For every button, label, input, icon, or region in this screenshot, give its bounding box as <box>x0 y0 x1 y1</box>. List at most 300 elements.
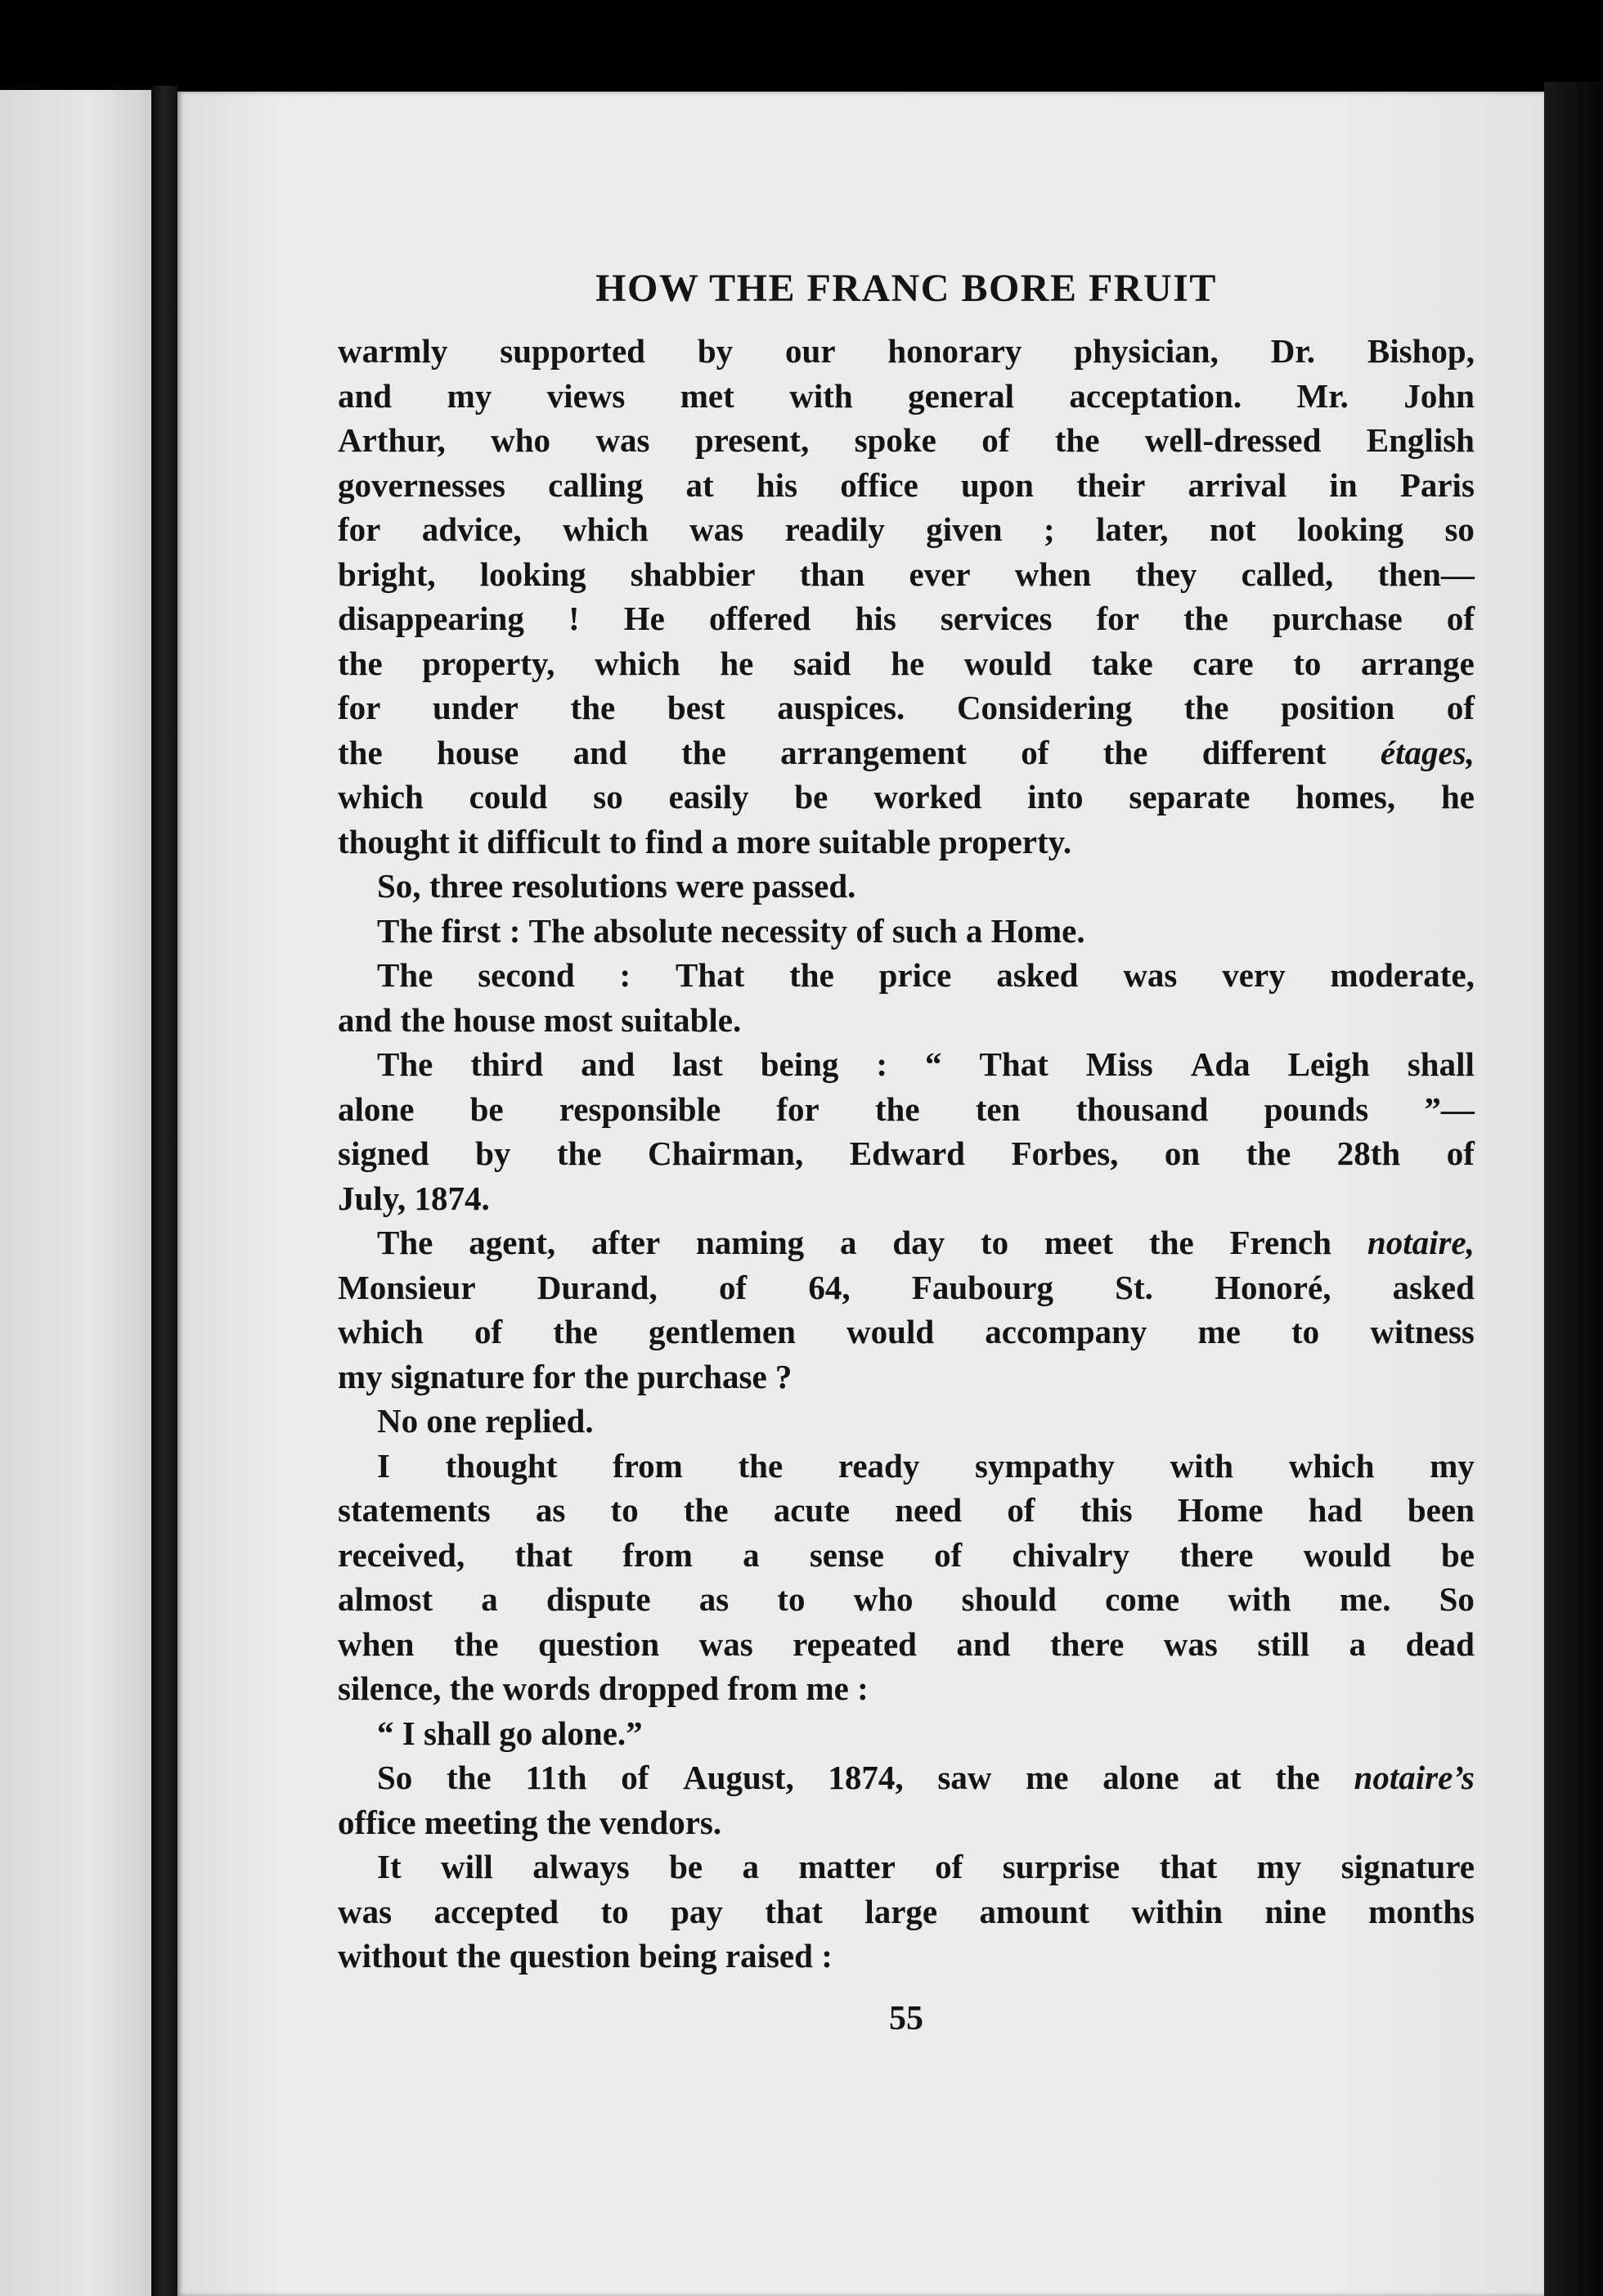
word: to <box>608 822 637 860</box>
word: when <box>338 1624 415 1663</box>
word: signed <box>338 1135 429 1172</box>
word: suitable. <box>621 1000 742 1039</box>
word: accompany <box>985 1313 1147 1350</box>
word: into <box>1027 778 1084 816</box>
word: to <box>1293 644 1322 682</box>
previous-page-edge <box>0 90 151 2296</box>
word: third <box>470 1045 544 1083</box>
text-line <box>338 1889 1475 1934</box>
word: “ <box>377 1714 394 1752</box>
word: accepted <box>433 1892 559 1930</box>
word: bright, <box>338 555 436 593</box>
word: 64, <box>808 1268 851 1306</box>
word: property. <box>939 822 1072 860</box>
word: saw <box>937 1759 992 1796</box>
word: Home. <box>990 911 1085 950</box>
word: responsible <box>559 1090 721 1128</box>
text-line <box>338 507 1475 552</box>
word: the <box>453 1624 499 1663</box>
word: he <box>891 644 925 682</box>
word: find <box>644 822 703 860</box>
word: : <box>821 1937 833 1975</box>
word: notaire’s <box>1354 1759 1475 1796</box>
word: almost <box>338 1580 433 1618</box>
word: property, <box>422 644 555 682</box>
book-gutter <box>151 86 177 2296</box>
word: ; <box>1044 510 1055 548</box>
word: take <box>1091 644 1153 682</box>
word: general <box>908 376 1014 415</box>
word: Edward <box>849 1135 965 1172</box>
word: silence, <box>338 1669 442 1707</box>
word: would <box>963 644 1052 682</box>
word: the <box>553 1313 598 1350</box>
word: there <box>1179 1535 1254 1574</box>
word: office <box>338 1803 416 1841</box>
word: dropped <box>598 1669 720 1707</box>
word: was <box>1163 1624 1218 1663</box>
word: English <box>1366 421 1475 459</box>
word: it <box>457 822 479 860</box>
word: The <box>377 956 433 994</box>
word: the <box>1246 1135 1291 1172</box>
word: thought <box>338 822 450 860</box>
word: : <box>857 1669 869 1707</box>
word: purchase <box>636 1357 767 1395</box>
word: the <box>400 1000 446 1039</box>
word: So <box>377 1759 413 1796</box>
word: repeated <box>793 1624 917 1663</box>
text-line <box>338 998 1475 1043</box>
text-line <box>338 641 1475 686</box>
word: The <box>377 1045 433 1083</box>
word: the <box>447 1759 492 1796</box>
word: that <box>1159 1848 1218 1885</box>
word: services <box>940 600 1053 637</box>
word: Honoré, <box>1215 1268 1331 1306</box>
word: governesses <box>338 465 505 504</box>
text-line <box>338 953 1475 998</box>
word: be <box>469 1090 504 1128</box>
word: the <box>789 956 834 994</box>
word: surprise <box>1002 1848 1120 1885</box>
word: the <box>1149 1224 1194 1261</box>
word: to <box>1291 1313 1320 1350</box>
word: arrange <box>1360 644 1475 682</box>
word: shabbier <box>630 555 756 593</box>
word: He <box>623 600 665 637</box>
word: a <box>743 1535 760 1574</box>
word: ready <box>837 1446 920 1485</box>
word: arrangement <box>780 733 967 771</box>
text-line <box>338 1176 1475 1221</box>
word: disappearing <box>338 600 524 637</box>
word: July, <box>338 1179 406 1217</box>
word: vendors. <box>599 1803 722 1841</box>
word: and <box>338 376 393 415</box>
word: after <box>590 1224 661 1261</box>
word: to <box>981 1224 1009 1261</box>
word: of <box>981 421 1010 459</box>
word: my <box>1256 1848 1302 1885</box>
word: with <box>789 376 853 415</box>
word: would <box>1303 1535 1391 1574</box>
word: the <box>338 733 383 771</box>
word: chivalry <box>1012 1535 1129 1574</box>
word: looking <box>1297 510 1404 548</box>
word: of <box>1007 1491 1035 1529</box>
word: ? <box>775 1357 793 1395</box>
word: auspices. <box>777 689 905 726</box>
text-line <box>338 1399 1475 1444</box>
word: a <box>742 1848 759 1885</box>
word: the <box>683 1491 729 1529</box>
word: St. <box>1115 1268 1153 1306</box>
word: of <box>934 1535 963 1574</box>
word: and <box>338 1000 393 1039</box>
word: position <box>1281 689 1395 726</box>
word: Considering <box>956 689 1133 726</box>
word: difficult <box>487 822 601 860</box>
word: the <box>338 644 383 682</box>
word: I <box>402 1714 415 1752</box>
word: our <box>785 332 836 370</box>
word: within <box>1131 1892 1224 1930</box>
word: the <box>1183 689 1229 726</box>
word: was <box>689 510 744 548</box>
word: amount <box>979 1892 1089 1930</box>
text-line <box>338 1844 1475 1889</box>
word: The <box>377 1224 433 1261</box>
word: : <box>619 956 631 994</box>
word: being <box>760 1045 839 1083</box>
text-line <box>338 909 1475 954</box>
text-line <box>338 374 1475 419</box>
text-line <box>338 463 1475 508</box>
word: he <box>1441 778 1475 816</box>
word: to <box>600 1892 629 1930</box>
word: asked <box>996 956 1079 994</box>
word: advice, <box>421 510 522 548</box>
word: that <box>765 1892 823 1930</box>
word: which <box>594 644 680 682</box>
page-right-edge <box>1544 82 1603 2296</box>
word: The <box>377 911 433 950</box>
word: the <box>1054 421 1100 459</box>
word: alone <box>338 1090 415 1128</box>
text-line <box>338 418 1475 463</box>
word: my <box>338 1357 383 1395</box>
word: was <box>1123 956 1178 994</box>
word: and <box>956 1624 1011 1663</box>
text-line <box>338 1800 1475 1845</box>
word: of <box>718 1268 748 1306</box>
word: the <box>1275 1759 1320 1796</box>
word: which <box>562 510 649 548</box>
word: Faubourg <box>911 1268 1053 1306</box>
word: gentlemen <box>649 1313 796 1350</box>
word: purchase <box>1272 600 1403 637</box>
body-text <box>338 329 1475 1979</box>
word: different <box>1201 733 1327 771</box>
word: of <box>474 1313 503 1350</box>
text-line <box>338 1666 1475 1711</box>
text-line <box>338 1310 1475 1355</box>
word: : <box>876 1045 888 1083</box>
word: of <box>621 1759 649 1796</box>
word: and <box>581 1045 635 1083</box>
word: Forbes, <box>1011 1135 1119 1172</box>
word: the <box>546 1803 591 1841</box>
text-line <box>338 1087 1475 1132</box>
word: asked <box>1392 1268 1475 1306</box>
word: homes, <box>1295 778 1396 816</box>
word: dead <box>1405 1624 1475 1663</box>
word: warmly <box>338 332 448 370</box>
word: they <box>1135 555 1197 593</box>
text-line <box>338 1220 1475 1265</box>
word: calling <box>548 465 644 504</box>
word: been <box>1407 1491 1475 1529</box>
word: months <box>1368 1892 1475 1930</box>
word: called, <box>1241 555 1334 593</box>
word: who <box>853 1580 914 1618</box>
word: notaire, <box>1367 1224 1475 1261</box>
text-line <box>338 1131 1475 1176</box>
word: office <box>840 465 918 504</box>
word: will <box>441 1848 493 1885</box>
word: worked <box>873 778 982 816</box>
word: sympathy <box>975 1446 1115 1485</box>
word: for <box>338 510 381 548</box>
word: of <box>935 1848 963 1885</box>
word: Monsieur <box>338 1268 476 1306</box>
word: come <box>1105 1580 1180 1618</box>
word: It <box>377 1848 402 1885</box>
word: sense <box>809 1535 884 1574</box>
word: pay <box>671 1892 723 1930</box>
word: ! <box>568 600 580 637</box>
word: Ada <box>1190 1045 1251 1083</box>
word: acceptation. <box>1069 376 1242 415</box>
word: I <box>377 1446 390 1485</box>
word: No <box>377 1402 419 1440</box>
word: with <box>1170 1446 1234 1485</box>
word: “ <box>925 1045 942 1083</box>
word: had <box>1308 1491 1363 1529</box>
text-line <box>338 820 1475 865</box>
word: to <box>777 1580 806 1618</box>
word: need <box>895 1491 963 1529</box>
word: being <box>638 1937 717 1975</box>
word: alone <box>1102 1759 1179 1796</box>
word: given <box>926 510 1003 548</box>
word: met <box>680 376 734 415</box>
word: most <box>543 1000 613 1039</box>
word: the <box>570 689 616 726</box>
word: dispute <box>546 1580 651 1618</box>
word: Bishop, <box>1367 332 1475 370</box>
word: said <box>793 644 851 682</box>
word: day <box>892 1224 945 1261</box>
word: necessity <box>721 911 848 950</box>
word: which <box>338 1313 424 1350</box>
word: arrival <box>1188 465 1287 504</box>
text-line <box>338 1934 1475 1979</box>
word: alone.” <box>541 1714 643 1752</box>
word: at <box>1213 1759 1242 1796</box>
word: So <box>1439 1580 1475 1618</box>
word: Chairman, <box>648 1135 804 1172</box>
word: should <box>961 1580 1057 1618</box>
word: on <box>1164 1135 1201 1172</box>
word: in <box>1329 465 1358 504</box>
word: of <box>1446 600 1475 637</box>
word: at <box>685 465 714 504</box>
word: first <box>441 911 501 950</box>
word: raised <box>725 1937 813 1975</box>
word: August, <box>683 1759 794 1796</box>
text-line <box>338 1355 1475 1400</box>
text-line <box>338 1533 1475 1578</box>
word: words <box>502 1669 590 1707</box>
word: spoke <box>854 421 936 459</box>
word: meeting <box>424 1803 538 1841</box>
text-line <box>338 1577 1475 1622</box>
word: the <box>556 1135 602 1172</box>
word: was <box>338 1892 393 1930</box>
word: he <box>720 644 754 682</box>
word: question <box>509 1937 631 1975</box>
word: for <box>532 1357 576 1395</box>
word: my <box>447 376 492 415</box>
text-line <box>338 1622 1475 1667</box>
word: me <box>806 1669 849 1707</box>
word: readily <box>784 510 885 548</box>
word: be <box>669 1848 703 1885</box>
word: replied. <box>485 1402 594 1440</box>
word: for <box>1096 600 1140 637</box>
text-line <box>338 1444 1475 1489</box>
word: by <box>475 1135 511 1172</box>
word: such <box>891 911 958 950</box>
word: be <box>794 778 828 816</box>
word: views <box>546 376 626 415</box>
text-line <box>338 1488 1475 1533</box>
word: later, <box>1096 510 1169 548</box>
word: 11th <box>525 1759 587 1796</box>
word: for <box>338 689 381 726</box>
word: honorary <box>887 332 1022 370</box>
word: more <box>736 822 810 860</box>
text-line <box>338 775 1475 820</box>
word: a <box>1349 1624 1367 1663</box>
word: signature <box>1340 1848 1475 1885</box>
word: pounds <box>1264 1090 1369 1128</box>
word: the <box>874 1090 920 1128</box>
word: under <box>433 689 519 726</box>
word: be <box>1440 1535 1475 1574</box>
word: shall <box>423 1714 492 1752</box>
word: meet <box>1044 1224 1114 1261</box>
text-line <box>338 730 1475 775</box>
word: when <box>1014 555 1092 593</box>
word: last <box>672 1045 723 1083</box>
word: question <box>538 1624 660 1663</box>
word: matter <box>798 1848 896 1885</box>
word: the <box>584 1357 629 1395</box>
word: well-dressed <box>1144 421 1322 459</box>
word: a <box>711 822 729 860</box>
word: Dr. <box>1270 332 1316 370</box>
word: agent, <box>469 1224 556 1261</box>
word: there <box>1050 1624 1125 1663</box>
word: than <box>799 555 865 593</box>
word: without <box>338 1937 448 1975</box>
word: Miss <box>1085 1045 1153 1083</box>
word: house <box>453 1000 536 1039</box>
word: as <box>698 1580 730 1618</box>
word: always <box>532 1848 630 1885</box>
word: house <box>437 733 519 771</box>
word: Paris <box>1399 465 1475 504</box>
word: was <box>595 421 650 459</box>
word: looking <box>479 555 586 593</box>
word: the <box>738 1446 784 1485</box>
word: his <box>756 465 798 504</box>
word: still <box>1257 1624 1310 1663</box>
text-line <box>338 864 1475 909</box>
word: So, <box>377 867 421 905</box>
word: that <box>514 1535 572 1574</box>
text-line <box>338 552 1475 597</box>
word: was <box>698 1624 753 1663</box>
word: the <box>456 1937 501 1975</box>
word: care <box>1192 644 1254 682</box>
word: not <box>1209 510 1256 548</box>
word: one <box>426 1402 477 1440</box>
word: French <box>1229 1224 1332 1261</box>
text-line <box>338 685 1475 730</box>
word: a <box>481 1580 498 1618</box>
word: acute <box>773 1491 851 1529</box>
word: Durand, <box>537 1268 658 1306</box>
word: their <box>1076 465 1146 504</box>
word: price <box>878 956 952 994</box>
word: shall <box>1407 1045 1475 1083</box>
word: from <box>727 1669 798 1707</box>
book-page <box>177 92 1544 2296</box>
word: That <box>979 1045 1048 1083</box>
word: then— <box>1377 555 1475 593</box>
word: were <box>676 867 744 905</box>
text-line <box>338 1755 1475 1800</box>
word: supported <box>500 332 645 370</box>
word: signature <box>390 1357 525 1395</box>
word: large <box>864 1892 938 1930</box>
word: to <box>610 1491 639 1529</box>
word: so <box>1444 510 1475 548</box>
word: so <box>593 778 623 816</box>
word: easily <box>668 778 749 816</box>
word: would <box>846 1313 935 1350</box>
word: for <box>776 1090 819 1128</box>
word: Mr. <box>1296 376 1349 415</box>
word: ever <box>909 555 971 593</box>
word: 1874. <box>414 1179 490 1217</box>
word: best <box>667 689 725 726</box>
word: suitable <box>819 822 931 860</box>
